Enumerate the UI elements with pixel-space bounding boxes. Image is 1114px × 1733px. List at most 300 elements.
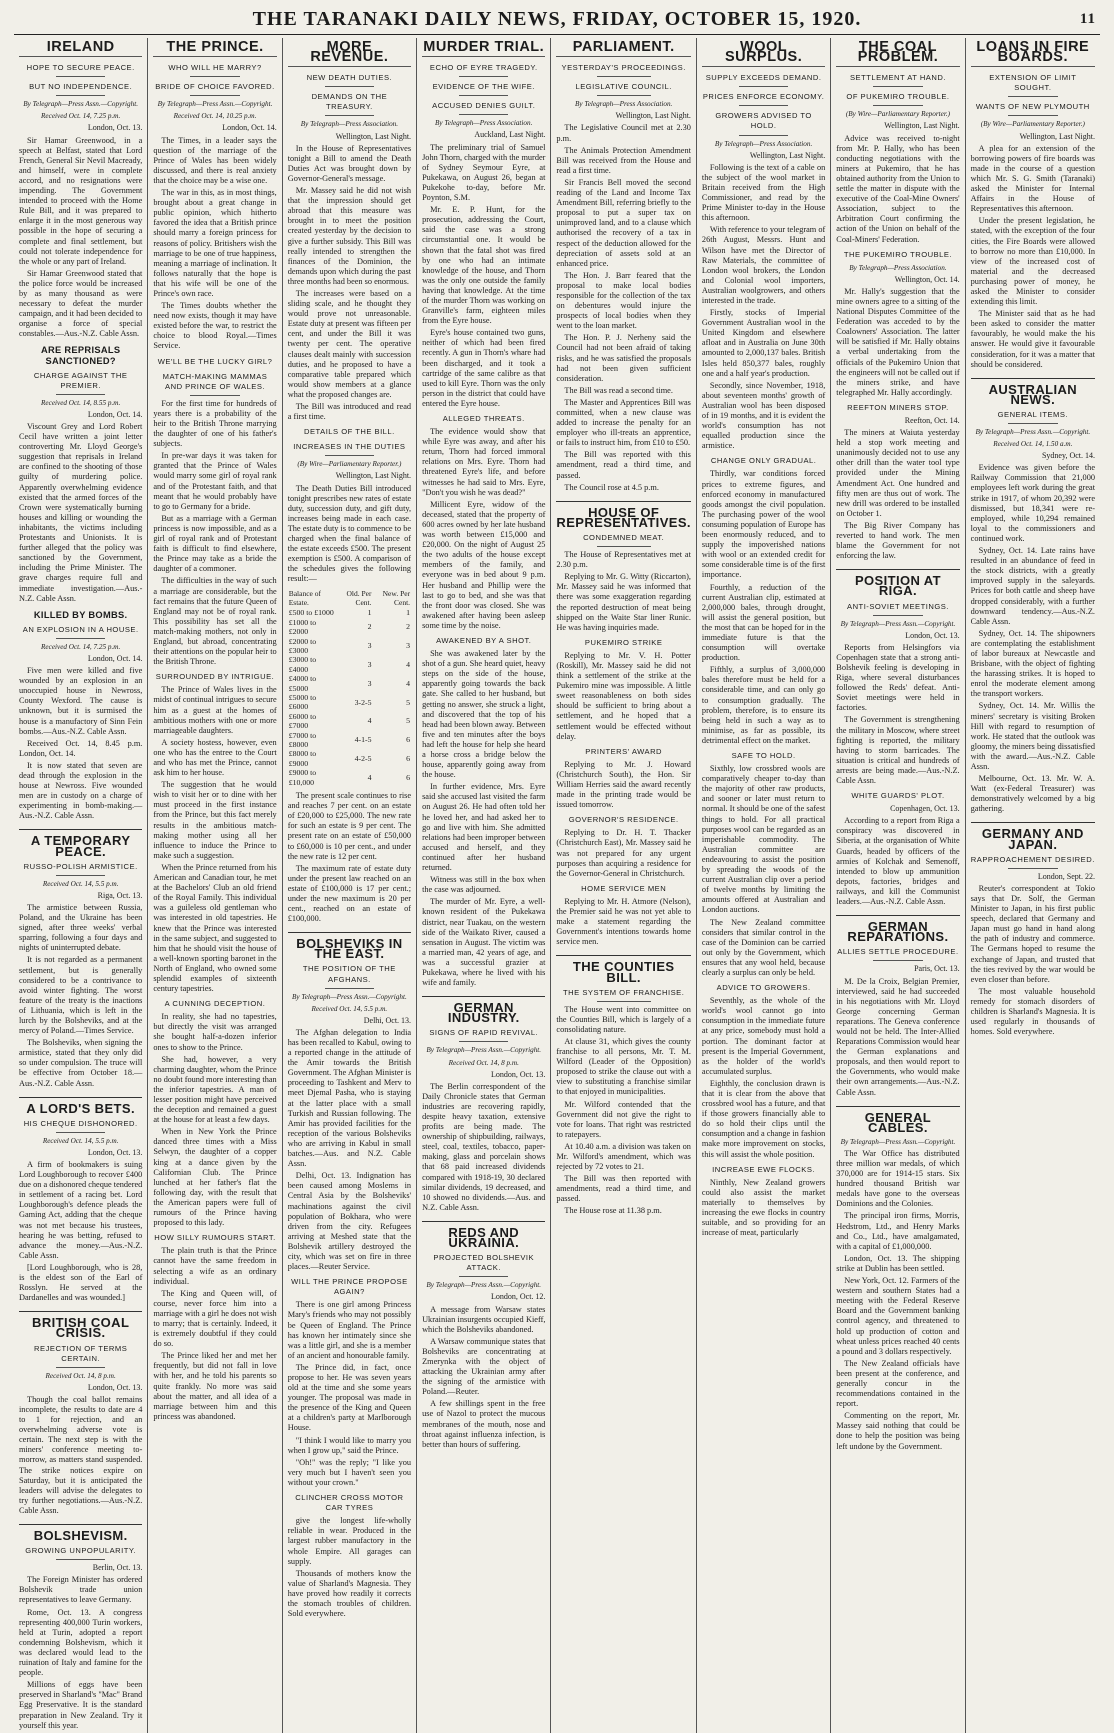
article-paragraph: Following is the text of a cable on the subject of the wool market in Britain received from the High Commissioner, and read by the Prime Minister to-day in the House this afternoon.: [701, 162, 826, 223]
article-paragraph: In the House of Representatives tonight a Bill to amend the Death Duties Act was brought down by Governor-General's message.: [287, 143, 412, 183]
article: [556, 955, 691, 1216]
article-paragraph: The War Office has distributed three million war medals, of which 370,000 are for 1914-15 stars. Six hundred thousand British war medals have gone to the overseas Dominions and the Colonies.: [836, 1148, 960, 1209]
article-paragraph: The evidence would show that while Eyre was away, and after his return, Thorn had forced immoral relations on Mrs. Eyre. Thorn had threatened Eyre's life, and before witnesses he had said to Mrs. Eyre, "Don't you wish he was dead?": [422, 427, 546, 497]
article-subheading: ECHO OF EYRE TRAGEDY.: [429, 63, 538, 73]
divider-rule: [739, 135, 788, 136]
article: [836, 1106, 959, 1452]
article-subheading: WANTS OF NEW PLYMOUTH: [975, 102, 1090, 112]
article-credit: By Telegraph—Press Assn.—Copyright.: [426, 1046, 542, 1055]
article: [422, 1221, 545, 1450]
article-paragraph: Eighthly, the conclusion drawn is that it is clear from the above that crossbred wool has a future, and that if those growers financially able to do so hold their clips until the consumption and a change in fashion make more improvement on stocks, this will assist the whole position.: [701, 1078, 826, 1159]
article-paragraph: Sydney, Oct. 14. The shipowners are contemplating the establishment of labor bureaux at Newcastle and Brisbane, with the object of fighting the harassing strikes. It is hoped to enrol the moderate element among the transport workers.: [970, 628, 1095, 699]
divider-rule: [1008, 423, 1058, 424]
divider-rule: [190, 395, 239, 396]
table-cell: £6000 to £7000: [288, 711, 317, 731]
article-paragraph: Ninthly, New Zealand growers could also assist the market materially to themselves by increasing the ewe flocks in country suitable, and so providing for an increase of meat, particularly: [701, 1177, 826, 1238]
newspaper-columns: [14, 38, 1100, 1730]
article-dateline: Wellington, Oct. 14.: [894, 274, 960, 284]
article-paragraph: Replying to Mr. J. Howard (Christchurch South), the Hon. Sir William Herries said the award recently made in the printing trade would be issued tomorrow.: [556, 759, 691, 810]
article-paragraph: The Bill was read a second time.: [564, 385, 673, 395]
page-number: 11: [1079, 10, 1096, 27]
column-1: [14, 38, 148, 1733]
article: [556, 398, 691, 493]
received-line: Received Oct. 14, 5.5 p.m.: [42, 1136, 119, 1145]
column-6: [697, 38, 831, 1733]
divider-rule: [597, 76, 651, 77]
received-line: Received Oct. 14, 1.50 a.m.: [993, 440, 1073, 449]
article-headline: GERMAN REPARATIONS.: [836, 915, 959, 942]
article-dateline: Berlin, Oct. 13.: [92, 1563, 143, 1573]
article-paragraph: Sir Francis Bell moved the second reading of the Land and Income Tax Amendment Bill, referring briefly to the proposal to put a super tax on unimproved land, and to a clause which authorised the recovery of a tax in respect of the deduction allowed for the depreciation of assets sold at an enhanced price.: [556, 177, 691, 268]
article-dateline: Sydney, Oct. 14.: [1041, 451, 1095, 461]
divider-rule: [739, 105, 788, 106]
received-line: Received Oct. 14, 8 p.m.: [45, 1371, 116, 1380]
article-paragraph: give the longest life-wholly reliable in wear. Produced in the largest rubber manufactory in the whole Empire. All garages can supply.: [287, 1516, 412, 1566]
received-line: Received Oct. 14, 8.55 p.m.: [41, 398, 121, 407]
article-credit: By Telegraph—Press Assn.—Copyright.: [157, 100, 273, 109]
table-cell: 5: [406, 697, 411, 707]
masthead-title: THE TARANAKI DAILY NEWS, FRIDAY, OCTOBER 15, 1920.: [252, 7, 862, 30]
article-subheading: PROJECTED BOLSHEVIK ATTACK.: [433, 1253, 535, 1273]
article-dateline: London, Oct. 12.: [490, 1292, 546, 1302]
table-cell: £9000 to £10,000: [288, 768, 317, 787]
column-5: [551, 38, 697, 1733]
article-subheading: SUPPLY EXCEEDS DEMAND.: [705, 73, 822, 83]
article-subheading: NEW DEATH DUTIES.: [306, 73, 393, 83]
divider-rule: [190, 95, 239, 96]
article-dateline: London, Oct. 13.: [87, 1382, 143, 1392]
table-cell: 4: [406, 678, 411, 688]
article-dateline: Paris, Oct. 13.: [914, 964, 960, 974]
article-headline: IRELAND: [19, 38, 142, 57]
article-paragraph: Viscount Grey and Lord Robert Cecil have written a joint letter controverting Mr. Lloyd George's suggestion that reprisals in Ireland are confined to the shooting of those guilty of murdering police. Apparently overwhelming evidence existed that the armed forces of the Crown were systematically burning houses and killing or wounding the inhabitants, the victims including Protestants and Unionists. It is further alleged that the policy was sanctioned by the Government, including the Prime Minister. The grave charges require full and immediate investigation.—Aus.-N.Z. Cable Assn.: [19, 422, 143, 603]
article-paragraph: Witness was still in the box when the case was adjourned.: [422, 875, 546, 895]
article-headline: SAFE TO HOLD.: [731, 751, 796, 760]
article-dateline: London, Oct. 13.: [87, 123, 143, 133]
table-cell: £8000 to £9000: [288, 749, 317, 768]
article-dateline: Wellington, Last Night.: [615, 111, 691, 121]
masthead: [14, 4, 1100, 35]
article-paragraph: Millicent Eyre, widow of the deceased, stated that the property of 600 acres owned by her late husband was worth between £15,000 and £20,000. On the night of August 25 the two adults of the house except members of the family, and everyone was in bed about 9 p.m. Her husband and Phillip were the last to go to bed, and she was that the front door was closed. She was awakened after having been asleep some time by the noise.: [422, 499, 546, 630]
divider-rule: [190, 76, 239, 77]
article-paragraph: The suggestion that he would wish to visit her or to dine with her must proceed in the first instance from the Prince, but this fact merely results in the ambitious match-making mother using all her influence to induce the Prince to make such a suggestion.: [153, 780, 277, 860]
article: [19, 38, 142, 339]
article-headline: CLINCHER CROSS MOTOR CAR TYRES: [295, 1493, 404, 1513]
article-paragraph: The Times, in a leader says the question of the marriage of the Prince of Wales has been widely discussed, and there is real anxiety that the choice may be a wise one.: [153, 135, 277, 185]
column-4: [417, 38, 551, 1733]
article-paragraph: [Lord Loughborough, who is 28, is the eldest son of the Earl of Rosslyn. He served at the Dardanelles and was wounded.]: [19, 1262, 143, 1303]
article-subheading: ALLIES SETTLE PROCEDURE.: [837, 947, 959, 957]
received-line: Received Oct. 14, 8 p.m.: [448, 1058, 519, 1067]
article-headline: GERMAN INDUSTRY.: [422, 996, 545, 1023]
article-paragraph: "Oh!" was the reply; "I like you very much but I haven't seen you without your crown.": [287, 1457, 412, 1487]
article-paragraph: The war in this, as in most things, brought about a great change in public opinion, which hitherto favored the idea that a British prince should marry a foreign princess for reasons of policy. Britishers wish the marriage to be one of true happiness, meaning a marriage of inclination. It follows naturally that the hope is that his wife will be one of the Prince's own race.: [153, 188, 277, 298]
divider-rule: [56, 1132, 105, 1133]
article-headline: BOLSHEVISM.: [19, 1524, 142, 1541]
article-paragraph: Replying to Dr. H. T. Thacker (Christchurch East), Mr. Massey said he was not prepared for any urgent purposes than acquiring a residence for the Governor-General in Christchurch.: [556, 828, 691, 878]
column-7: [831, 38, 965, 1733]
article-headline: PARLIAMENT.: [556, 38, 691, 57]
table-cell: 4: [367, 772, 372, 782]
article-paragraph: In further evidence, Mrs. Eyre said she accused last visited the farm on August 26. He had often told her he loved her, and had asked her to go and live with him. She admitted relations had been improper between accused and herself, and they continued after her husband returned.: [422, 782, 546, 873]
divider-rule: [56, 95, 105, 96]
article-paragraph: Though the coal ballot remains incomplete, the results to date are 4 to 1 for rejection, and an overwhelming adverse vote is certain. The next step is with the miners' conference meeting to-morrow, as matters stand suspended. The strike notices expire on Saturday, but it is anticipated the leaders will advise the delegates to try further negotiations.—Aus.-N.Z. Cable Assn.: [19, 1394, 143, 1515]
table-cell: 3-2-5: [354, 697, 372, 707]
article-paragraph: The murder of Mr. Eyre, a well-known resident of the Pukekawa district, near Tuakau, on the western side of the Waikato River, caused a sensation in August. The victim was a married man, 42 years of age, and was a successful grazier at Pukekawa, where he lived with his wife and family.: [422, 897, 546, 988]
divider-rule: [56, 76, 105, 77]
article-credit: By Telegraph—Press Association.: [574, 100, 673, 109]
article-subheading: BUT NO INDEPENDENCE.: [29, 82, 133, 92]
article-dateline: Auckland, Last Night.: [474, 130, 546, 140]
article: [19, 345, 142, 603]
divider-rule: [56, 1367, 105, 1368]
article: [422, 636, 545, 988]
article: [153, 999, 276, 1228]
table-header: Balance of Estate.: [288, 588, 321, 607]
article-paragraph: At 10.40 a.m. a division was taken on Mr. Wilford's amendment, which was rejected by 72 votes to 21.: [556, 1141, 691, 1172]
article-paragraph: For the first time for hundreds of years there is a probability of the heir to the British Throne marrying the daughter of one of his father's subjects.: [153, 398, 277, 449]
article-paragraph: Commenting on the report, Mr. Massey said nothing that could be done to help the position was being left undone by the Government.: [836, 1411, 960, 1451]
article-paragraph: There is one girl among Princess Mary's friends who may not possibly be Queen of England. The Prince has known her intimately since she was a little girl, and she is a member of an ancient and honourable family.: [287, 1300, 412, 1360]
article-dateline: Wellington, Last Night.: [884, 121, 960, 131]
table-cell: £3000 to £4000: [288, 655, 317, 674]
article-paragraph: New York, Oct. 12. Farmers of the western and southern States had a meeting with the Federal Reserve Board and the Government banking control agency, and threatened to hold up production of cotton and wheat unless prices reached 40 cents a pound and 3 dollars respectively.: [836, 1276, 960, 1356]
article-subheading: YESTERDAY'S PROCEEDINGS.: [561, 63, 686, 73]
table-row: [288, 731, 411, 750]
article-headline: GERMANY AND JAPAN.: [971, 822, 1095, 849]
article-subheading: GROWING UNPOPULARITY.: [25, 1546, 137, 1556]
article-paragraph: The Prince liked her and met her frequently, but did not fall in love with her, and he told his parents so quite frankly. No more was said about the matter, and all idea of a marriage between him and this princess was abandoned.: [153, 1351, 277, 1421]
article: [288, 427, 411, 584]
article-paragraph: The Hon. P. J. Nerheny said the Council had not been afraid of taking risks, and he was satisfied the proposals had not been given sufficient consideration.: [556, 333, 691, 383]
table-cell: £4000 to £5000: [288, 674, 317, 693]
article-paragraph: The Bill was introduced and read a first time.: [287, 402, 412, 422]
article: [836, 569, 959, 786]
table-row: [288, 608, 411, 617]
article-paragraph: Replying to Mr. G. Witty (Riccarton), Mr. Massey said he was informed that there was some exaggeration regarding the reported destruction of meat being shipped on the Waite Star liner Runic. He was having inquiries made.: [556, 572, 691, 632]
article-paragraph: The difficulties in the way of such a marriage are considerable, but the fact remains that the future Queen of England may not be of royal rank. This possibility has set all the match-making mothers, not only in England, but abroad, concentrating their attentions on the popular heir to the British Throne.: [153, 576, 277, 667]
article-dateline: London, Oct. 13.: [905, 630, 960, 640]
article-headline: INCREASE EWE FLOCKS.: [712, 1164, 816, 1174]
received-line: Received Oct. 14, 5.5 p.m.: [311, 1004, 388, 1013]
article-paragraph: Under the present legislation, he stated, with the exception of the four cities, the Fire Boards were allowed to borrow no more than £10,000. In view of the increased cost of material and the decreased purchasing power of money, he asked the Minister to consider extending this limit.: [970, 216, 1095, 307]
table-cell: £5000 to £6000: [288, 692, 317, 712]
divider-rule: [739, 86, 788, 87]
column-8: [966, 38, 1100, 1733]
article: [153, 1233, 276, 1422]
article-dateline: London, Oct. 14.: [222, 123, 277, 133]
table-cell: 2: [367, 622, 372, 632]
article-dateline: London, Oct. 13.: [490, 1069, 546, 1079]
divider-rule: [325, 988, 374, 989]
article-paragraph: The Prince of Wales lives in the midst of continual intrigues to secure him as a guest at the homes of ambitious mothers with one or more marriageable daughters.: [153, 685, 277, 735]
article-dateline: Wellington, Last Night.: [335, 471, 412, 481]
article-subheading: ACCUSED DENIES GUILT.: [432, 101, 536, 111]
article-credit: By Telegraph—Press Assn.—Copyright.: [292, 992, 407, 1001]
article-headline: HOME SERVICE MEN: [581, 883, 667, 893]
article: [556, 747, 691, 811]
table-cell: 3: [367, 660, 372, 670]
article-subheading: RUSSO-POLISH ARMISTICE.: [23, 861, 138, 871]
article-headline: THE COUNTIES BILL.: [556, 955, 691, 982]
article-subheading: PRICES ENFORCE ECONOMY.: [702, 92, 825, 102]
divider-rule: [1008, 96, 1058, 97]
article-paragraph: The Master and Apprentices Bill was committed, when a new clause was added to increase the penalty for an employer who ill-treats an apprentice, or fails to instruct him, from £10 to £50.: [556, 397, 691, 448]
article: [153, 38, 276, 352]
article-paragraph: The present scale continues to rise and reaches 7 per cent. on an estate of £20,000 to £25,000. The new rate for such an estate is 9 per cent. The present rate on an estate of £50,000 to £60,000 is 10 per cent., and under the new rate is 12 per cent.: [287, 791, 412, 861]
article-paragraph: "I think I would like to marry you when I grow up," said the Prince.: [287, 1435, 412, 1455]
article: [19, 829, 142, 1088]
article-paragraph: The Legislative Council met at 2.30 p.m.: [556, 123, 691, 143]
article-paragraph: In reality, she had no tapestries, but directly the visit was arranged she bought half-a-dozen inferior ones to show to the Prince.: [153, 1012, 277, 1052]
article-subheading: DEMANDS ON THE TREASURY.: [311, 92, 388, 112]
divider-rule: [873, 86, 922, 87]
article: [971, 38, 1095, 370]
article-paragraph: A plea for an extension of the borrowing powers of fire boards was made in the course of a question which Mr. S. G. Smith (Taranaki) asked the Minister for Internal Affairs in the House of Representatives this afternoon.: [970, 143, 1095, 214]
article-paragraph: Delhi, Oct. 13. Indignation has been caused among Moslems in Central Asia by the Bolsheviks' machinations against the civil population of Bokhara, who were driven from the city. Refugees arriving at Meshed state that the Bolshevik artillery destroyed the city, which was set on fire in three places.—Reuter Service.: [287, 1171, 412, 1272]
divider-rule: [459, 1041, 508, 1042]
article-paragraph: A firm of bookmakers is suing Lord Loughborough to recover £400 due on a dishonored cheque tendered in settlement of a racing bet. Lord Loughborough's defence pleads the Gaming Act, adding that the cheque was not met because his trustees, hearing he was betting, refused to advance the money.—Aus.-N.Z. Cable Assn.: [19, 1160, 143, 1260]
article-credit: By Telegraph—Press Assn.—Copyright.: [23, 100, 139, 109]
article-subheading: HIS CHEQUE DISHONORED.: [23, 1118, 138, 1128]
article: [19, 610, 142, 822]
article-headline: A CUNNING DECEPTION.: [164, 999, 266, 1009]
article-headline: A TEMPORARY PEACE.: [19, 829, 142, 856]
article-headline: AUSTRALIAN NEWS.: [971, 378, 1095, 405]
article-paragraph: The miners at Waiuta yesterday held a stop work meeting and unanimously decided not to use any other drill than the water tool type provided under the Mining Amendment Act. One hundred and fifty men are thus out of work. The new drill was ordered to be installed on October 1.: [836, 428, 960, 518]
article-subheading: LEGISLATIVE COUNCIL.: [575, 82, 672, 92]
article: [422, 38, 545, 409]
article-paragraph: The Afghan delegation to India has been recalled to Kabul, owing to a reported change in the attitude of the Amir towards the British Government. The Afghan Minister is proceeding to Tashkent and Merv to meet Djemal Pasha, who is staying at the latter place with a small Turkish and Russian following. The Amir has provided facilities for the reception of the various Bolsheviks who are arriving in Kabul in small batches.—Aus. and N.Z. Cable Assn.: [287, 1027, 412, 1169]
article: [288, 588, 411, 925]
duty-rate-table: [288, 588, 411, 788]
article-paragraph: Sixthly, low crossbred wools are comparatively cheaper to-day than the majority of other raw products, and sooner or later must return to normal. It should be one of the safest things to hold. For all practical purposes wool can be regarded as an imperishable commodity. The Australian committee are endeavouring to assist the position by spreading the woods of the current Australian clip over a period of twelve months by limiting the amounts offered at Australian and London auctions.: [701, 764, 826, 915]
table-cell: 4-1-5: [354, 735, 372, 745]
article-dateline: London, Oct. 14.: [87, 409, 143, 419]
article-paragraph: Thirdly, war conditions forced prices to extreme figures, and enforced economy in manufactured goods amongst the civil population. The purchasing power of the wool consuming population of Europe has been enormously reduced, and to supply the impoverished nations with wool or an extended credit for some considerable time is of the first importance.: [701, 469, 826, 580]
article-headline: A LORD'S BETS.: [19, 1097, 142, 1114]
article: [702, 1165, 825, 1239]
article-subheading: AN EXPLOSION IN A HOUSE.: [22, 624, 139, 634]
divider-rule: [56, 1559, 105, 1560]
table-cell: 2: [406, 622, 411, 632]
article-paragraph: At clause 31, which gives the county franchise to all persons, Mr. T. M. Wilford (Leader of the Opposition) proposed to strike the clause out with a view to substituting a franchise similar to that enjoyed in municipalities.: [556, 1036, 691, 1097]
article-headline: WE'LL BE THE LUCKY GIRL?: [157, 356, 273, 366]
article-paragraph: The principal iron firms, Morris, Hedstrom, Ltd., and Henry Marks and Co., Ltd., have amalgamated, with a capital of £1,000,000.: [836, 1211, 960, 1251]
article: [836, 915, 959, 1098]
article: [288, 932, 411, 1272]
article: [288, 1493, 411, 1619]
article-headline: HOUSE OF REPRESENTATIVES.: [556, 501, 691, 528]
divider-rule: [1008, 115, 1058, 116]
table-row: [288, 693, 411, 712]
divider-rule: [873, 105, 922, 106]
article: [153, 357, 276, 668]
article-paragraph: Fifthly, a surplus of 3,000,000 bales therefore must be held for a considerable time, and can only go to consumption gradually. The problem, therefore, is to ensure its being held in such a way as to minimise, as far as possible, its detrimental effect on the market.: [701, 665, 826, 745]
divider-rule: [597, 546, 651, 547]
article-subheading: WHO WILL HE MARRY?: [168, 63, 262, 73]
table-row: [288, 768, 411, 787]
article-paragraph: Secondly, since November, 1918, about seventeen months' growth of Australian wool has been disposed of in 19 months, and it is evident the world's consumption has not equalled production since the armistice.: [701, 380, 826, 451]
article-paragraph: The preliminary trial of Samuel John Thorn, charged with the murder of Sydney Seymour Eyre, at Pukekawa, on August 26, began at Pukekohe to-day, before Mr. Poynton, S.M.: [422, 142, 546, 203]
article-paragraph: Evidence was given before the Railway Commission that 21,000 employees left work during the great strike in 1917, of whom 20,392 were dismissed, but 18,341 were re-employed, while 10,294 remained loyal to the commissioners and continued work.: [970, 463, 1095, 543]
table-cell: 3: [367, 641, 372, 651]
article-subheading: REJECTION OF TERMS CERTAIN.: [34, 1343, 128, 1363]
article-headline: GOVERNOR'S RESIDENCE.: [568, 815, 679, 825]
article-paragraph: Thousands of mothers know the value of Sharland's Magnesia. They have proved how readily it corrects the stomach troubles of children. Sold everywhere.: [287, 1568, 412, 1619]
article-paragraph: The Minister said that as he had been asked to consider the matter favourably, he would make the his answer. He would give it favourable consideration, for it was a matter that should be considered.: [970, 309, 1095, 369]
table-cell: £500 to £1000: [288, 608, 334, 618]
article-paragraph: Rome, Oct. 13. A congress representing 400,000 Turin workers, held at Turin, adopted a report condemning Bolshevism, which it was declared would lead to the ruination of Italy and famine for the people.: [19, 1607, 143, 1678]
article-subheading: ANTI-SOVIET MEETINGS.: [847, 601, 949, 611]
article-dateline: Copenhagen, Oct. 13.: [890, 804, 960, 814]
table-header: New. Per Cent.: [382, 588, 411, 607]
article-paragraph: Sydney, Oct. 14. Late rains have resulted in an abundance of feed in the stock districts, with a greatly improved supply in the saleyards. Prices for both cattle and sheep have dropped considerably, with a further downward tendency.—Aus.-N.Z. Cable Assn.: [970, 546, 1095, 626]
article-dateline: Wellington, Last Night.: [749, 150, 826, 160]
article-subheading: GENERAL ITEMS.: [997, 409, 1069, 419]
article-headline: AWAKENED BY A SHOT.: [436, 635, 532, 645]
column-3: [283, 38, 417, 1733]
article-paragraph: The maximum rate of estate duty under the present law reached on an estate of £100,000 is 17 per cent.; under the new maximum is 20 per cent., reached on an estate of £100,000.: [287, 863, 412, 924]
article: [19, 1311, 142, 1516]
article-credit: By Telegraph—Press Assn.—Copyright.: [426, 1281, 542, 1290]
divider-rule: [597, 1001, 651, 1002]
table-row: [288, 655, 411, 674]
article: [422, 414, 545, 631]
article-paragraph: The House of Representatives met at 2.30 p.m.: [556, 550, 691, 570]
received-line: Received Oct. 14, 7.25 p.m.: [41, 642, 121, 651]
article-paragraph: Advice was received to-night from Mr. P. Hally, who has been conducting negotiations with the miners at Pukemiro, that he has obtained authority from the Union to settle the matter in dispute with the executive of the Coal-Mine Owners' Association, subject to the Arbitration Court confirming the action of the Union on behalf of the Coal-Miners' Federation.: [836, 133, 960, 244]
article-paragraph: Melbourne, Oct. 13. Mr. W. A. Watt (ex-Federal Treasurer) was demonstratively welcomed by a big gathering.: [970, 774, 1095, 814]
article-headline: CHANGE ONLY GRADUAL.: [710, 456, 817, 466]
article: [971, 378, 1095, 815]
table-cell: £7000 to £8000: [288, 730, 317, 749]
article-dateline: Reefton, Oct. 14.: [904, 416, 960, 425]
article-paragraph: Mr. E. P. Hunt, for the prosecution, addressing the Court, said the case was a strong circumstantial one. It would be shown that the fatal shot was fired by one who had an intimate knowledge of the house, and Thorn was the only one outside the family having that knowledge. At the time of the murder Thorn was working on Granville's farm, eighteen miles from the Eyre house.: [422, 205, 546, 326]
article-paragraph: Sydney, Oct. 14. Mr. Willis the miners' secretary is visiting Broken Hill with regard to resumption of work. He stated that the outlook was gloomy, the miners being dissatisfied with the award.—Aus.-N.Z. Cable Assn.: [970, 701, 1095, 771]
article-paragraph: The Bill was reported with this amendment, read a third time, and passed.: [556, 450, 691, 480]
article-paragraph: Mr. Hally's suggestion that the mine owners agree to a sitting of the National Disputes Committee of the Federation was acceded to by the Coalowners' Association. The latter will be satisfied if Mr. Hally obtains a verbal undertaking from the officials of the Pukemiro Union that the engineers will not be called out if the miners strike, and have telegraphed Mr. Hally accordingly.: [836, 286, 960, 397]
article-headline: THE PRINCE.: [153, 38, 276, 57]
table-cell: £1000 to £2000: [288, 617, 317, 637]
article-paragraph: It is not regarded as a permanent settlement, but is generally considered to be a contrivance to avoid winter fighting. The worst feature of the treaty is the inactions of Lithuania, which is left in the lurch by the Bolsheviks, and at the mercy of Poland.—Times Service.: [19, 955, 143, 1036]
article-headline: SURROUNDED BY INTRIGUE.: [155, 672, 275, 682]
article-paragraph: But as a marriage with a German princess is now impossible, and as a girl of royal rank and of Protestant faith is difficult to find elsewhere, the Prince may take as a bride the daughter of a commoner.: [153, 513, 277, 574]
article-headline: PUKEMIRO STRIKE: [584, 637, 663, 647]
article: [19, 1097, 142, 1304]
article-headline: GENERAL CABLES.: [836, 1106, 959, 1133]
article-paragraph: The New Zealand officials have been present at the conference, and generally concur in the recommendations contained in the report.: [836, 1358, 960, 1409]
divider-rule: [459, 95, 508, 96]
table-cell: 5: [406, 716, 411, 726]
article-paragraph: The Government is strengthening the military in Moscow, where street fighting is reported, the military having to storm barricades. The situation is critical and hundreds of arrests are being made.—Aus.-N.Z. Cable Assn.: [836, 715, 960, 785]
article-paragraph: A few shillings spent in the free use of Nazol to protect the mucous membranes of the mouth, nose and throat against influenza infection, is better than hours of suffering.: [422, 1399, 546, 1449]
divider-rule: [873, 960, 922, 961]
article-dateline: Delhi, Oct. 13.: [363, 1015, 412, 1025]
article-paragraph: The Times doubts whether the need now exists, though it may have existed before the war, to restrict the choice to blood Royal.—Times Service.: [153, 301, 277, 351]
article-subheading: SIGNS OF RAPID REVIVAL.: [429, 1028, 539, 1038]
article-paragraph: London, Oct. 13. The shipping strike at Dublin has been settled.: [836, 1253, 960, 1273]
article-paragraph: The Council rose at 4.5 p.m.: [564, 482, 659, 492]
divider-rule: [459, 76, 508, 77]
article-paragraph: Received Oct. 14, 8.45 p.m. London, Oct. 14.: [19, 738, 143, 758]
article: [556, 815, 691, 879]
article-paragraph: Firstly, stocks of Imperial Government Australian wool in the United Kingdom and elsewhere afloat and in Australia on June 30th amounted to 2,000,137 bales. British Isles held 850,377 bales, roughly one and a half year's production.: [701, 308, 826, 378]
article-paragraph: With reference to your telegram of 26th August, Messrs. Hunt and Wilson have met the Director of Raw Materials, the committee of London wool brokers, the London and Colonial wool importers, Australian woolgrowers, and others interested in the trade.: [701, 225, 826, 305]
article-paragraph: Seventhly, as the whole of the world's wool cannot go into consumption in the immediate future at any price, somebody must hold a portion. The dominant factor at present is the Imperial Government, as the holder of the world's accumulated surplus.: [701, 996, 826, 1076]
article-credit: By Telegraph—Press Assn.—Copyright.: [840, 1137, 956, 1146]
article: [556, 638, 691, 742]
article-paragraph: The increases were based on a sliding scale, and he thought they would prove not unreasonable. Estate duty at present was fifteen per cent, and under the Bill it was twenty per cent. The operative clauses dealt mainly with succession duties, and he proposed to have a comparative table prepared which would show members at a glance what the proposed changes are.: [287, 288, 412, 399]
article-headline: THE COAL PROBLEM.: [836, 38, 959, 67]
divider-rule: [56, 394, 105, 395]
article-paragraph: The Prince did, in fact, once propose to her. He was seven years old at the time and she some years younger. The proposal was made in the presence of the King and Queen at a children's party at Marlborough House.: [287, 1362, 412, 1433]
article-headline: WOOL SURPLUS.: [702, 38, 825, 67]
divider-rule: [597, 95, 651, 96]
article-subheading: CONDEMNED MEAT.: [583, 532, 665, 542]
table-cell: 6: [406, 754, 411, 764]
article-dateline: Wellington, Last Night.: [335, 131, 412, 141]
article-paragraph: Replying to Mr. V. H. Potter (Roskill), Mr. Massey said he did not think a settlement of the strike at the Pukemiro mine was impossible. A little sweet reasonableness on both sides should be sufficient to bring about a settlement, and he hoped that a settlement would be effected without delay.: [556, 650, 691, 741]
article-paragraph: When in New York the Prince danced three times with a Miss Selwyn, the daughter of a copper king at a dance given by the Californian Club. The Prince lunched at her father's flat the following day, with the result that the American papers were full of rumours of the Prince having proposed to this lady.: [153, 1127, 277, 1228]
divider-rule: [873, 615, 922, 616]
article-credit: By Telegraph—Press Association.: [435, 119, 533, 128]
table-row: [288, 618, 411, 637]
table-cell: 1: [406, 608, 411, 618]
article: [702, 983, 825, 1160]
article: [702, 456, 825, 746]
article: [556, 884, 691, 948]
article-dateline: Wellington, Last Night.: [1019, 131, 1095, 141]
divider-rule: [459, 114, 508, 115]
article-subheading: EVIDENCE OF THE WIFE.: [432, 82, 535, 92]
article-headline: ALLEGED THREATS.: [442, 414, 525, 423]
article-paragraph: The New Zealand committee considers that similar control in the case of the Dominion can be carried out only by the Government, which ensures that any wool held, because clearly a surplus can only be held.: [701, 917, 826, 977]
divider-rule: [325, 86, 374, 87]
received-line: Received Oct. 14, 10.25 p.m.: [173, 112, 257, 121]
article-subheading: BRIDE OF CHOICE FAVORED.: [155, 82, 275, 92]
article-headline: REDS AND UKRAINIA.: [422, 1221, 545, 1248]
article-credit: (By Wire—Parliamentary Reporter.): [980, 120, 1085, 129]
article-headline: MORE REVENUE.: [288, 38, 411, 67]
article-paragraph: The Bolsheviks, when signing the armistice, stated that they only did so under compulsion. The truce will be effective from October 18.—Aus.-N.Z. Cable Assn.: [19, 1038, 143, 1088]
article-paragraph: The Big River Company has reverted to hand work. The men blame the Government for not enforcing the law.: [836, 520, 960, 561]
article-headline: THE PUKEMIRO TROUBLE.: [843, 249, 953, 259]
article-paragraph: Millions of eggs have been preserved in Sharland's "Mac" Brand Egg Preservative. It is the standard preparation in New Zealand. Try it yourself this year.: [19, 1680, 143, 1730]
article-headline: HOW SILLY RUMOURS START.: [154, 1233, 276, 1243]
article-subheading: EXTENSION OF LIMIT SOUGHT.: [989, 73, 1077, 93]
article-paragraph: Sir Hamar Greenwood stated that the police force would be increased by as many thousand as were necessary to defeat the murder campaign, and it had been decided to organise a force of special constables.—Aus.-N.Z. Cable Assn.: [19, 268, 143, 339]
article-subheading: RAPPROACHEMENT DESIRED.: [970, 854, 1095, 864]
article-headline: WHITE GUARDS' PLOT.: [851, 791, 945, 801]
article-paragraph: Eyre's house contained two guns, neither of which had been fired recently. A gun in Thorn's whare had been discharged, and it took a cartridge of the same calibre as that used to kill Eyre. Thorn was the only person in the district that could have entered the Eyre house.: [422, 328, 546, 408]
article-paragraph: Mr. Wilford contended that the Government did not give the right to vote for loans. That right was restricted to ratepayers.: [556, 1099, 691, 1139]
article-paragraph: Five men were killed and five wounded by an explosion in an unoccupied house in Newross, County Wexford. The cause is unknown, but it is surmised the house is a manufactory of Sinn Fein bombs.—Aus.-N.Z. Cable Assn.: [19, 666, 143, 736]
article-headline: ADVICE TO GROWERS.: [716, 983, 811, 993]
article-paragraph: The Berlin correspondent of the Daily Chronicle states that German industries are recovering rapidly, despite heavy taxation, extensive profits are being made. The ownership of shipbuilding, railways, steel, coal, textiles, tobacco, paper-making, glass and porcelain shows that 68 paid increased dividends compared with 1918-19, 30 declared similar dividends, 19 decreased, and 10 showed no dividends.—Aus. and N.Z. Cable Assn.: [422, 1081, 546, 1212]
article-paragraph: When the Prince returned from his American and Canadian tour, he met at the Bachelors' Club an old friend of the Royal Family. This individual was a guileless old gentleman who was interested in old tapestries. He knew that the Prince was interested in the same subject, and suggested to him that he should visit the house of a well-known sporting baronet in the North of England, who owned some splendid examples of sixteenth century tapestries.: [153, 862, 277, 994]
article-subheading: SETTLEMENT AT HAND.: [849, 73, 946, 83]
article: [153, 672, 276, 994]
article-paragraph: In pre-war days it was taken for granted that the Prince of Wales would marry some girl of royal rank and of the Protestant faith, and that meant that he would probably have to go to Germany for a bride.: [153, 451, 277, 511]
divider-rule: [459, 1276, 508, 1277]
table-cell: £2000 to £3000: [288, 636, 317, 655]
article-headline: LOANS IN FIRE BOARDS.: [971, 38, 1095, 67]
article-headline: PRINTERS' AWARD: [585, 746, 663, 756]
article-headline: BOLSHEVIKS IN THE EAST.: [288, 932, 411, 959]
article-credit: By Telegraph—Press Association.: [714, 139, 813, 148]
article-paragraph: The plain truth is that the Prince cannot have the same freedom in selecting a wife as an ordinary individual.: [153, 1246, 277, 1286]
